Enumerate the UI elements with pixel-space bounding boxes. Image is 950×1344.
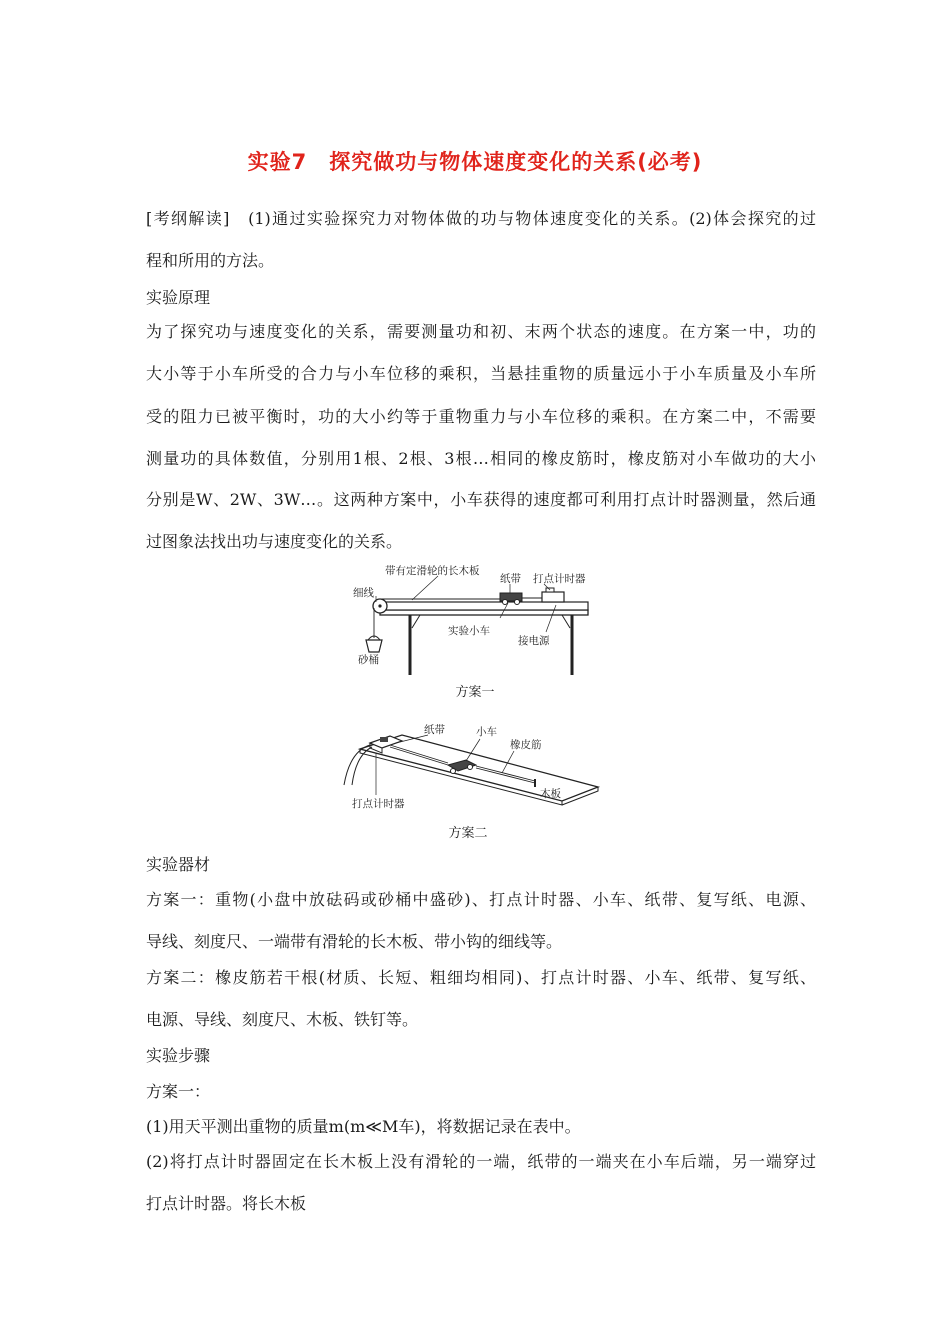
label-timer: 打点计时器: [352, 798, 405, 810]
label-timer: 打点计时器: [533, 573, 586, 585]
page-title: 实验7 探究做功与物体速度变化的关系(必考): [247, 150, 703, 174]
principle-line: 测量功的具体数值，分别用1根、2根、3根…相同的橡皮筋时，橡皮筋对小车做功的大小: [146, 449, 816, 468]
figure-plan-two: [330, 715, 610, 815]
label-bucket: 砂桶: [358, 654, 379, 666]
step-2-line-2: 打点计时器。将长木板: [146, 1194, 307, 1213]
syllabus-line-2: 程和所用的方法。: [146, 251, 275, 270]
label-power: 接电源: [518, 635, 550, 647]
label-board: 木板: [540, 788, 561, 800]
figure-plan-two-caption: 方案二: [448, 826, 488, 841]
label-tape: 纸带: [424, 724, 445, 736]
principle-line: 大小等于小车所受的合力与小车位移的乘积，当悬挂重物的质量远小于小车质量及小车所: [146, 364, 816, 383]
label-board: 带有定滑轮的长木板: [385, 565, 480, 577]
step-2-line-1: (2)将打点计时器固定在长木板上没有滑轮的一端，纸带的一端夹在小车后端，另一端穿过: [146, 1152, 816, 1171]
equipment-plan1-line-1: 方案一：重物(小盘中放砝码或砂桶中盛砂)、打点计时器、小车、纸带、复写纸、电源、: [146, 890, 816, 909]
equipment-plan1-line-2: 导线、刻度尺、一端带有滑轮的长木板、带小钩的细线等。: [146, 932, 563, 951]
label-tape: 纸带: [500, 573, 521, 585]
equipment-heading: 实验器材: [146, 855, 211, 874]
label-car: 实验小车: [448, 625, 490, 637]
label-car: 小车: [476, 726, 497, 738]
label-rubber: 橡皮筋: [510, 739, 542, 751]
step-1: (1)用天平测出重物的质量m(m≪M车)，将数据记录在表中。: [146, 1117, 581, 1136]
figure-plan-one-caption: 方案一: [455, 685, 495, 700]
steps-heading: 实验步骤: [146, 1046, 211, 1065]
principle-line: 受的阻力已被平衡时，功的大小约等于重物重力与小车位移的乘积。在方案二中，不需要: [146, 407, 816, 426]
equipment-plan2-line-1: 方案二：橡皮筋若干根(材质、长短、粗细均相同)、打点计时器、小车、纸带、复写纸、: [146, 968, 816, 987]
principle-line: 为了探究功与速度变化的关系，需要测量功和初、末两个状态的速度。在方案一中，功的: [146, 322, 816, 341]
steps-plan1-label: 方案一：: [146, 1082, 211, 1101]
syllabus-line-1: [考纲解读] (1)通过实验探究力对物体做的功与物体速度变化的关系。(2)体会探究的过: [146, 209, 816, 228]
figure-plan-one: [350, 560, 600, 680]
equipment-plan2-line-2: 电源、导线、刻度尺、木板、铁钉等。: [146, 1010, 419, 1029]
label-string: 细线: [353, 587, 374, 599]
principle-line: 过图象法找出功与速度变化的关系。: [146, 532, 403, 551]
principle-heading: 实验原理: [146, 288, 211, 307]
principle-line: 分别是W、2W、3W…。这两种方案中，小车获得的速度都可利用打点计时器测量，然后通: [146, 490, 816, 509]
